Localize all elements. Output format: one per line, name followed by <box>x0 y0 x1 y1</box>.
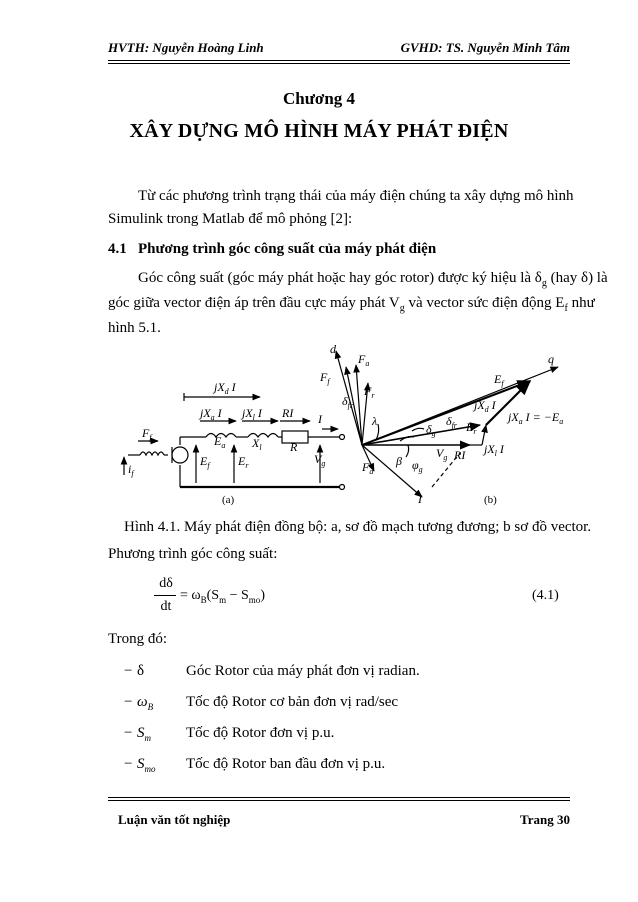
equation-number: (4.1) <box>532 588 559 603</box>
item-description: Tốc độ Rotor đơn vị p.u. <box>186 725 335 741</box>
section-title: Phương trình góc công suất của máy phát điện <box>138 241 437 257</box>
vector-labels <box>319 345 563 506</box>
intro-line-2: Simulink trong Matlab để mô phỏng [2]: <box>108 211 353 227</box>
figure-label-a: (a) <box>222 494 235 506</box>
item-dash: − <box>124 725 133 741</box>
svg-text:Ef: $E_f$ <box>494 372 504 388</box>
chapter-title: XÂY DỰNG MÔ HÌNH MÁY PHÁT ĐIỆN <box>129 120 509 142</box>
svg-text:Vg: $V_g$ <box>314 452 326 468</box>
fraction-bar <box>154 595 176 596</box>
circuit-diagram <box>124 393 345 490</box>
svg-text:Ef: $E_f$ <box>200 454 210 470</box>
where-label: Trong đó: <box>108 631 168 647</box>
svg-text:β: β <box>396 454 402 468</box>
section-number: 4.1 <box>108 241 127 257</box>
svg-text:RI: RI <box>282 406 294 420</box>
svg-text:Vg: $V_g$ <box>436 446 448 462</box>
svg-text:if: $i_f$ <box>128 462 134 478</box>
svg-text:Ea: $E_a$ <box>214 434 226 450</box>
header-author: HVTH: Nguyễn Hoàng Linh <box>108 40 264 55</box>
svg-text:δfr: $\delta_{fr}$ <box>342 394 353 410</box>
svg-text:Fa: $F_a$ <box>362 460 374 476</box>
item-dash: − <box>124 694 133 710</box>
item-description: Tốc độ Rotor cơ bản đơn vị rad/sec <box>186 694 399 710</box>
svg-text:δfr: $\delta_{fr}$ <box>446 414 457 430</box>
item-symbol: $S_{mo}$ <box>137 756 156 774</box>
footer-rule-thin <box>108 800 570 801</box>
para-line-2: góc giữa vector điện áp trên đầu cực máy phát $V_g$ và vector sức điện động $E_f$ như <box>108 295 595 314</box>
svg-text:jXd I: $jX_d$ I <box>214 380 236 396</box>
svg-text:jXa I: $jX_a$ I <box>200 406 222 422</box>
item-description: Tốc độ Rotor ban đầu đơn vị p.u. <box>186 756 386 772</box>
svg-text:I: I <box>318 412 322 426</box>
svg-text:λ: λ <box>372 414 378 428</box>
svg-text:δg: $\delta_g$ <box>426 422 436 438</box>
footer-page-number: Trang 30 <box>520 812 570 827</box>
item-symbol: $\omega_B$ <box>137 694 154 712</box>
para-line-3: hình 5.1. <box>108 320 161 336</box>
item-dash: − <box>124 756 133 772</box>
svg-text:Fr: $F_r$ <box>364 384 375 400</box>
footer-thesis-label: Luận văn tốt nghiệp <box>118 812 231 827</box>
svg-text:jXl I: $jX_l$ I <box>484 442 504 458</box>
intro-line-1: Từ các phương trình trạng thái của máy điện chúng ta xây dựng mô hình <box>138 188 574 204</box>
svg-text:R: R <box>290 440 298 454</box>
svg-text:Er: $E_r$ <box>238 454 249 470</box>
item-symbol: δ <box>137 663 145 679</box>
equation-intro: Phương trình góc công suất: <box>108 546 278 562</box>
svg-text:φg: $\varphi_g$ <box>412 458 423 474</box>
item-symbol: $S_m$ <box>137 725 151 743</box>
svg-text:I: I <box>418 492 422 506</box>
equation-denominator: dt <box>160 599 172 614</box>
svg-text:jXa I = −Ea: $jX_a$ $I = -E_a$ <box>508 410 564 426</box>
svg-text:Ff: $F_f$ <box>320 370 330 386</box>
header-advisor: GVHD: TS. Nguyễn Minh Tâm <box>400 40 570 55</box>
header-rule <box>108 60 570 61</box>
circuit-labels <box>128 380 325 478</box>
svg-text:d: d <box>330 345 336 356</box>
equation-numerator: dδ <box>159 576 173 591</box>
svg-text:Er: $E_r$ <box>466 420 477 436</box>
item-dash: − <box>124 663 133 679</box>
svg-text:Fa: $F_a$ <box>358 352 370 368</box>
figure-4-1 <box>110 345 580 510</box>
figure-caption: Hình 4.1. Máy phát điện đồng bộ: a, sơ đồ mạch tương đương; b sơ đồ vector. <box>124 519 592 535</box>
svg-text:jXl I: $jX_l$ I <box>242 406 262 422</box>
svg-text:jXd I: $jX_d$ I <box>474 398 496 414</box>
equation-rhs: = $\omega_B(S_m - S_{mo})$ <box>180 588 265 605</box>
footer-rule <box>108 797 570 798</box>
item-description: Góc Rotor của máy phát đơn vị radian. <box>186 663 420 679</box>
svg-text:Xl: $X_l$ <box>252 436 262 452</box>
header-rule-thin <box>108 63 570 64</box>
svg-text:q: q <box>548 352 554 366</box>
chapter-label: Chương 4 <box>282 89 356 108</box>
para-line-1: Góc công suất (góc máy phát hoặc hay góc rotor) được ký hiệu là $\delta_g$ (hay δ) là <box>138 270 608 289</box>
figure-label-b: (b) <box>484 494 497 506</box>
svg-text:Ff: $F_f$ <box>142 426 152 442</box>
svg-text:RI: RI <box>454 448 466 462</box>
